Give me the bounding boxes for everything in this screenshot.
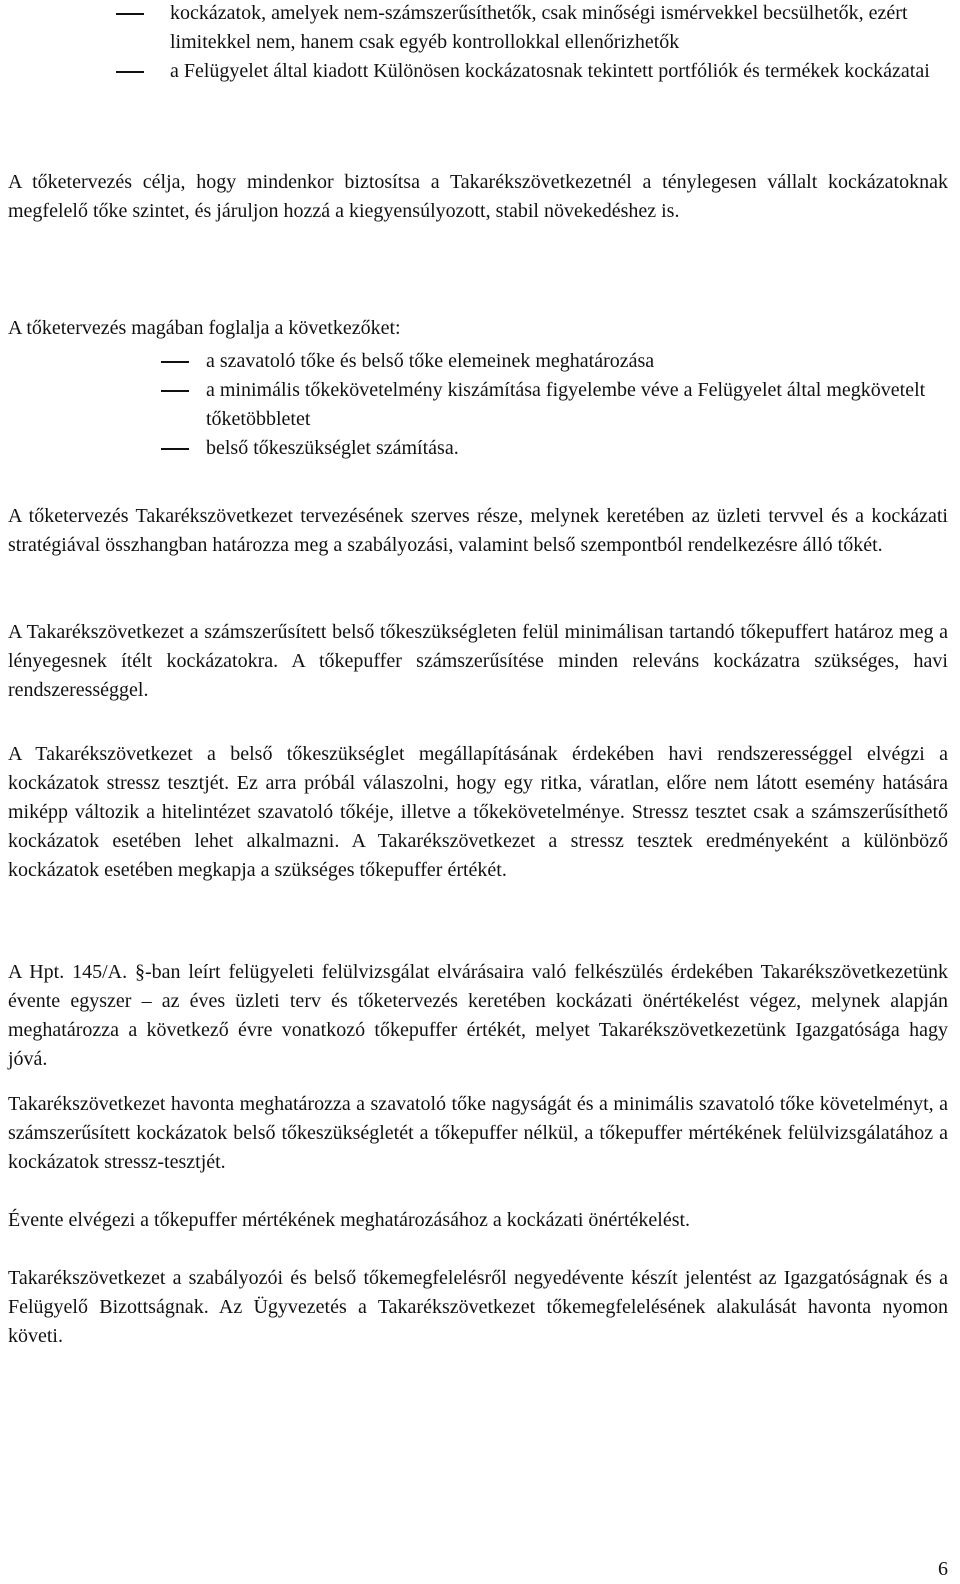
list-item-text: a minimális tőkekövetelmény kiszámítása figyelembe véve a Felügyelet által megkövetelt tőketöbbletet <box>206 379 926 430</box>
list-item-text: a szavatoló tőke és belső tőke elemeinek meghatározása <box>206 350 655 372</box>
paragraph-text: A Takarékszövetkezet a számszerűsített belső tőkeszükségleten felül minimálisan tartandó tőkepuffert határoz meg a lényegesnek ítélt kockázatokra. A tőkepuffer számszerűsítése minden releváns kockázatra szükséges, havi rendszerességgel. <box>8 621 948 701</box>
dash-bullet <box>161 347 189 363</box>
paragraph-text: A tőketervezés célja, hogy mindenkor biztosítsa a Takarékszövetkezetnél a ténylegesen vállalt kockázatoknak megfelelő tőke szintet, és járuljon hozzá a kiegyensúlyozott, stabil növekedéshez is. <box>8 171 948 222</box>
paragraph-text: A tőketervezés Takarékszövetkezet tervezésének szerves része, melynek keretében az üzleti tervvel és a kockázati stratégiával összhangban határozza meg a szabályozási, valamint belső szempontból rendelkezésre álló tőkét. <box>8 505 948 556</box>
paragraph-text: A Hpt. 145/A. §-ban leírt felügyeleti felülvizsgálat elvárásaira való felkészülés érdekében Takarékszövetkezetünk évente egyszer – az éves üzleti terv és tőketervezés keretében kockázati önértékelést végez, melynek alapján meghatározza a következő évre vonatkozó tőkepuffer értékét, melyet Takarékszövetkezetünk Igazgatósága hagy jóvá. <box>8 961 948 1070</box>
paragraph <box>8 958 948 1074</box>
list-item <box>0 376 948 434</box>
paragraph <box>8 1206 948 1235</box>
list-item <box>0 57 948 86</box>
paragraph <box>8 1264 948 1351</box>
dash-bullet <box>161 376 189 392</box>
risk-list <box>0 0 948 86</box>
paragraph <box>8 502 948 560</box>
paragraph <box>8 168 948 226</box>
capital-planning-list <box>0 347 948 463</box>
paragraph-text: Évente elvégezi a tőkepuffer mértékének meghatározásához a kockázati önértékelést. <box>8 1209 691 1231</box>
paragraph <box>8 740 948 885</box>
paragraph <box>8 314 948 343</box>
paragraph <box>8 1090 948 1177</box>
page-number: 6 <box>938 1558 948 1580</box>
list-item-text: kockázatok, amelyek nem-számszerűsíthetők, csak minőségi ismérvekkel becsülhetők, ezért limitekkel nem, hanem csak egyéb kontrollokkal ellenőrizhetők <box>170 2 908 53</box>
list-item <box>0 434 948 463</box>
paragraph-text: Takarékszövetkezet havonta meghatározza a szavatoló tőke nagyságát és a minimális szavatoló tőke követelményt, a számszerűsített kockázatok belső tőkeszükségletét a tőkepuffer nélkül, a tőkepuffer mértékének felülvizsgálatához a kockázatok stressz-tesztjét. <box>8 1093 948 1173</box>
dash-bullet <box>116 0 144 15</box>
list-item-text: a Felügyelet által kiadott Különösen kockázatosnak tekintett portfóliók és termékek kockázatai <box>170 60 930 82</box>
list-item <box>0 0 948 57</box>
paragraph-text: A tőketervezés magában foglalja a következőket: <box>8 317 401 339</box>
paragraph <box>8 618 948 705</box>
dash-bullet <box>116 57 144 73</box>
paragraph-text: A Takarékszövetkezet a belső tőkeszükséglet megállapításának érdekében havi rendszerességgel elvégzi a kockázatok stressz tesztjét. Ez arra próbál válaszolni, hogy egy ritka, váratlan, előre nem látott esemény hatására miképp változik a hitelintézet szavatoló tőkéje, illetve a tőkekövetelménye. Stressz tesztet csak a számszerűsíthető kockázatok esetében lehet alkalmazni. A Takarékszövetkezet a stressz tesztek eredményeként a különböző kockázatok esetében megkapja a szükséges tőkepuffer értékét. <box>8 743 948 881</box>
paragraph-text: Takarékszövetkezet a szabályozói és belső tőkemegfelelésről negyedévente készít jelentést az Igazgatóságnak és a Felügyelő Bizottságnak. Az Ügyvezetés a Takarékszövetkezet tőkemegfelelésének alakulását havonta nyomon követi. <box>8 1267 948 1347</box>
list-item-text: belső tőkeszükséglet számítása. <box>206 437 459 459</box>
dash-bullet <box>161 434 189 450</box>
list-item <box>0 347 948 376</box>
